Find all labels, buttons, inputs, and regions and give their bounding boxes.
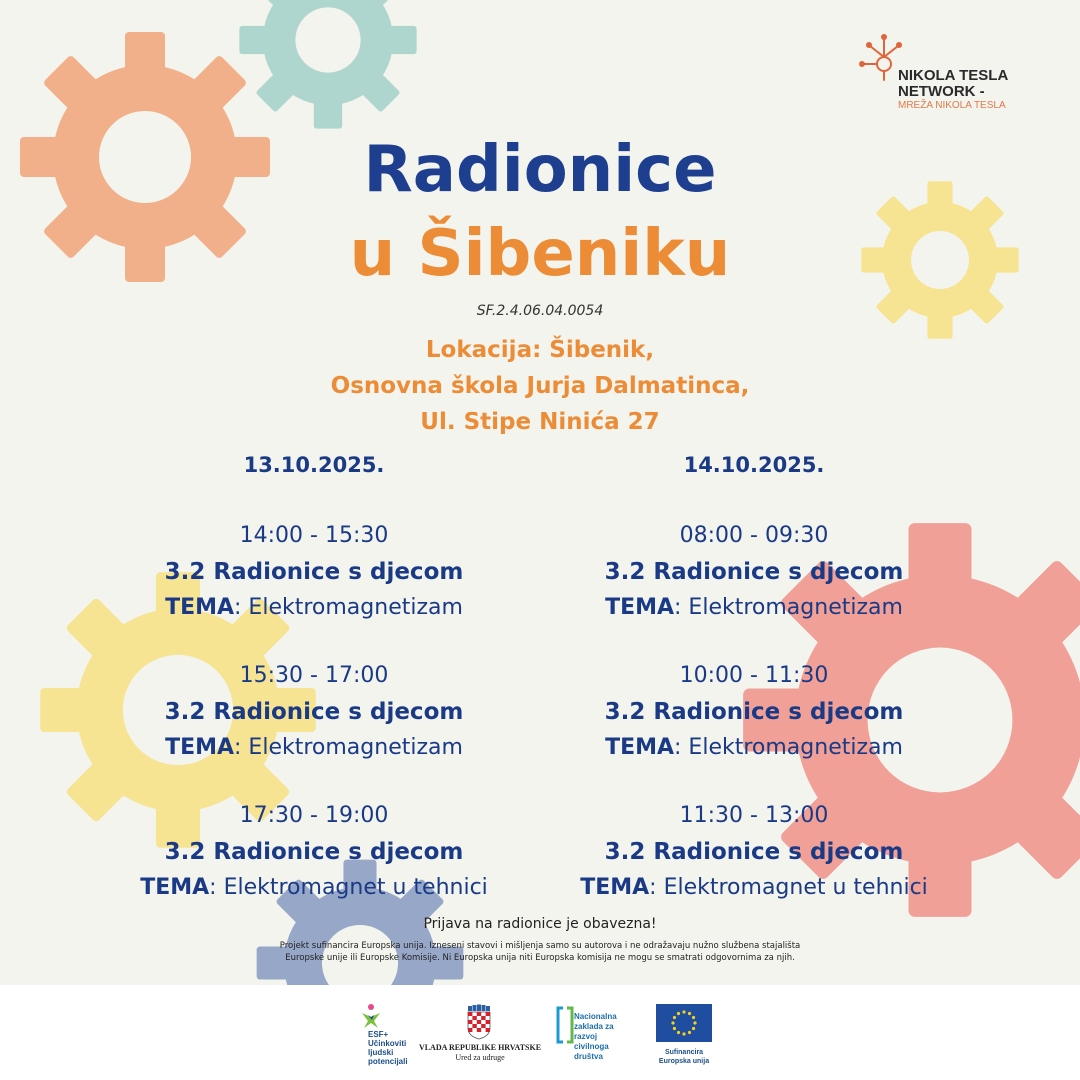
schedule-day-2 xyxy=(494,450,1014,938)
session-topic xyxy=(494,590,1014,626)
vlada-logo-subtext: Ured za udruge xyxy=(455,1053,505,1062)
topic-text: : Elektromagnetizam xyxy=(674,595,903,620)
project-code: SF.2.4.06.04.0054 xyxy=(476,303,604,319)
session-time: 15:30 - 17:00 xyxy=(239,663,389,688)
topic-text: : Elektromagnetizam xyxy=(234,595,463,620)
eu-disclaimer: Projekt sufinancira Europska unija. Izneseni stavovi i mišljenja samo su autorova i ne odražavaju nužno službena stajališta Europske unije ili Europske Komisije. Ni Europska unija niti Europska komisija ne mogu se smatrati odgovornima za njih. xyxy=(279,941,801,963)
title-line-1: Radionice xyxy=(363,133,717,207)
eu-star-icon xyxy=(673,1027,676,1030)
topic-text: : Elektromagnet u tehnici xyxy=(649,875,928,900)
topic-text: : Elektromagnetizam xyxy=(234,735,463,760)
topic-label: TEMA xyxy=(580,875,650,900)
eu-star-icon xyxy=(688,1012,691,1015)
eu-star-icon xyxy=(682,1010,685,1013)
session-title: 3.2 Radionice s djecom xyxy=(164,559,464,585)
topic-label: TEMA xyxy=(165,595,235,620)
nzrcd-line: Nacionalna xyxy=(574,1012,617,1021)
croatian-coat-of-arms-icon xyxy=(466,1004,492,1040)
nzrcd-line: društva xyxy=(574,1052,603,1061)
location-line-3: Ul. Stipe Ninića 27 xyxy=(420,409,660,435)
topic-label: TEMA xyxy=(605,595,675,620)
session-title: 3.2 Radionice s djecom xyxy=(164,699,464,725)
session-title: 3.2 Radionice s djecom xyxy=(164,839,464,865)
session xyxy=(494,658,1014,766)
nzrcd-line: zaklada za xyxy=(574,1022,614,1031)
topic-label: TEMA xyxy=(165,735,235,760)
session-time: 10:00 - 11:30 xyxy=(679,663,829,688)
esf-line: potencijali xyxy=(368,1057,408,1066)
session-title: 3.2 Radionice s djecom xyxy=(604,699,904,725)
session-title: 3.2 Radionice s djecom xyxy=(604,839,904,865)
session-time: 17:30 - 19:00 xyxy=(239,803,389,828)
day-date: 13.10.2025. xyxy=(243,453,385,477)
esf-line: ESF+ xyxy=(368,1030,389,1039)
nikola-tesla-network-logo xyxy=(858,30,1018,114)
topic-label: TEMA xyxy=(605,735,675,760)
nzrcd-bracket-logo-icon xyxy=(556,1005,574,1045)
session-time: 11:30 - 13:00 xyxy=(679,803,829,828)
brand-line-1: NIKOLA TESLA xyxy=(898,67,1009,84)
gear-teal-decoration xyxy=(238,0,418,130)
esf-line: Učinkoviti xyxy=(368,1039,407,1048)
eu-star-icon xyxy=(682,1032,685,1035)
esf-line: ljudski xyxy=(368,1048,394,1057)
topic-text: : Elektromagnetizam xyxy=(674,735,903,760)
footer-logo-bar xyxy=(0,985,1080,1080)
eu-star-icon xyxy=(671,1021,674,1024)
brand-line-2: NETWORK - xyxy=(898,83,985,100)
topic-text: : Elektromagnet u tehnici xyxy=(209,875,488,900)
eu-line: Europska unija xyxy=(658,1058,710,1065)
day-date: 14.10.2025. xyxy=(683,453,825,477)
location-line-1: Lokacija: Šibenik, xyxy=(425,337,655,363)
eu-star-icon xyxy=(677,1012,680,1015)
nzrcd-line: civilnoga xyxy=(574,1042,609,1051)
session xyxy=(494,798,1014,906)
topic-label: TEMA xyxy=(140,875,210,900)
eu-star-icon xyxy=(692,1027,695,1030)
esf-logo-text xyxy=(368,1030,408,1066)
eu-line: Sufinancira xyxy=(664,1049,704,1056)
vlada-logo-text: VLADA REPUBLIKE HRVATSKE xyxy=(418,1043,542,1052)
eu-star-icon xyxy=(677,1031,680,1034)
eu-cofunded-text xyxy=(652,1048,716,1066)
nzrcd-line: razvoj xyxy=(574,1032,598,1041)
eu-star-icon xyxy=(688,1031,691,1034)
eu-flag-icon xyxy=(656,1004,712,1042)
nzrcd-logo-text xyxy=(574,1012,617,1062)
title-line-2: u Šibeniku xyxy=(349,217,731,291)
session-time: 14:00 - 15:30 xyxy=(239,523,389,548)
session-topic xyxy=(494,870,1014,906)
session-title: 3.2 Radionice s djecom xyxy=(604,559,904,585)
registration-note: Prijava na radionice je obavezna! xyxy=(423,916,657,932)
eu-star-icon xyxy=(692,1016,695,1019)
session xyxy=(494,518,1014,626)
eu-star-icon xyxy=(693,1021,696,1024)
session-topic xyxy=(494,730,1014,766)
esf-plus-logo-icon xyxy=(360,1003,382,1029)
session-time: 08:00 - 09:30 xyxy=(679,523,829,548)
location-line-2: Osnovna škola Jurja Dalmatinca, xyxy=(330,373,750,399)
eu-star-icon xyxy=(673,1016,676,1019)
brand-line-3: MREŽA NIKOLA TESLA xyxy=(898,100,1006,111)
